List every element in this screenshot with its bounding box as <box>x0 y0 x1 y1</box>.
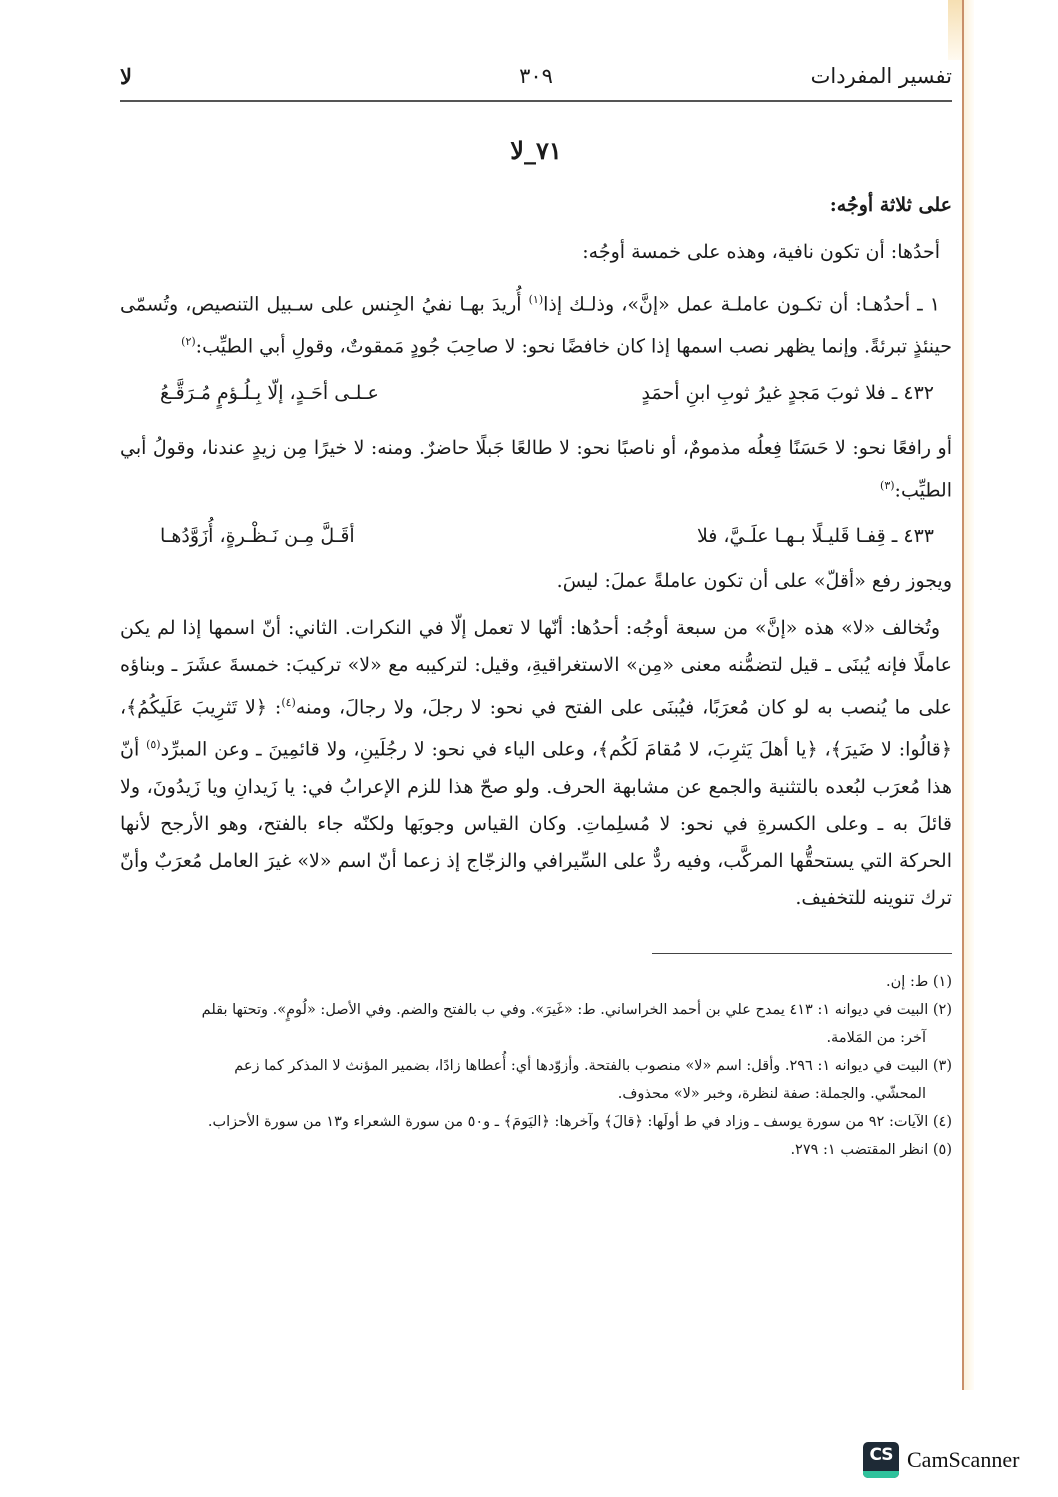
footnote-number: (٣) <box>932 1057 952 1074</box>
book-page <box>120 60 952 1164</box>
footnote-continuation: المحشّي. والجملة: صفة لنظرة، وخبر «لا» محذوف. <box>617 1085 926 1102</box>
paragraph-sense-one <box>120 281 952 366</box>
footnote-ref-2[interactable]: (٢) <box>181 335 196 349</box>
running-entry: لا <box>120 64 132 89</box>
verse-hemistich-first: ٤٣٢ ـ فلا ثوبَ مَجدٍ غيرُ ثوبِ ابنِ أحمَدٍ <box>641 381 934 404</box>
footnote-text: انظر المقتضب ١: ٢٧٩. <box>790 1141 929 1158</box>
text-segment: : ﴿لا تَثرِيبَ عَلَيكُمُ﴾، ﴿قالُوا: لا ضَيرَ﴾، ﴿يا أهلَ يَثرِبَ، لا مُقامَ لَكُم﴾، وعلى الياء في نحو: لا رجُلَينِ، ولا قائمِينَ ـ وعن المبرِّد <box>120 696 952 761</box>
page-edge-fade <box>964 0 974 1390</box>
footnote-text: البيت في ديوانه ١: ٤١٣ يمدح علي بن أحمد الخراساني. ط: «غَيرَ». وفي ب بالفتح والضم. وفي الأصل: «لُومٍ». وتحتها بقلم <box>201 1001 929 1018</box>
footnote-number: (١) <box>932 973 952 990</box>
paragraph-examples <box>120 430 952 509</box>
camscanner-brand: CamScanner <box>907 1447 1020 1472</box>
footnote-4 <box>120 1108 952 1136</box>
footnote-number: (٤) <box>932 1113 952 1130</box>
footnote-1 <box>120 968 952 996</box>
footnote-text: الآيات: ٩٢ من سورة يوسف ـ وزاد في ط أولَها: ﴿قالَ﴾ وآخرها: ﴿اليَومَ﴾ ـ و٥٠ من سورة الشعراء و١٣ من سورة الأحزاب. <box>207 1113 929 1130</box>
verse-hemistich-first: ٤٣٣ ـ قِفـا قَليـلًا بـهـا علَـيَّ، فلا <box>696 524 934 547</box>
footnote-ref-5[interactable]: (٥) <box>146 738 161 752</box>
footnote-5 <box>120 1136 952 1164</box>
camscanner-logo-icon <box>863 1442 899 1478</box>
footnote-divider <box>652 953 952 954</box>
text-segment: أنّ هذا مُعرَب لبُعده بالتثنية والجمع عن مشابهة الحرف. ولو صحّ هذا للزم الإعرابُ في: يا زَيدانِ ويا زَيدُونَ، ولا قائلَ به ـ وعلى الكسرةِ في نحو: لا مُسلِماتِ. وكان القياس وجوبَها ولكنّه جاء بالفتح، وهو الأرجح لأنها الحركة التي يستحقُّها المركَّب، وفيه ردٌّ على السِّيرافي والزجّاج إذ زعما أنّ اسم «لا» غيرَ العامل مُعرَبٌ وأنّ ترك تنوينه للتخفيف. <box>120 738 952 909</box>
verse-hemistich-second: أقَـلَّ مِـن نَـظْـرةٍ، أُزَوَّدُهـا <box>160 524 355 547</box>
verse-hemistich-second: عـلـى أحَـدٍ، إلّا بِـلُـؤمٍ مُـرَقَّـعُ <box>160 381 379 404</box>
paragraph-first-sense: أحدُها: أن تكون نافية، وهذه على خمسة أوجُه: <box>582 241 940 263</box>
footnote-continuation: آخر: من المَلامة. <box>826 1029 926 1046</box>
footnote-text: البيت في ديوانه ١: ٢٩٦. وأقل: اسم «لا» منصوب بالفتحة. وأزوّدها أي: أُعطاها زادًا، بضمير المؤنث لا المذكر كما زعم <box>234 1057 929 1074</box>
text-segment: أو رافعًا نحو: لا حَسَنًا فِعلُه مذمومٌ، أو ناصبًا نحو: لا طالعًا جَبلًا حاضرٌ. ومنه: لا خيرًا مِن زيدٍ عندنا، وقولُ أبي الطيِّب: <box>120 436 952 501</box>
paragraph-intro: على ثلاثة أوجُه: <box>829 194 952 216</box>
footnote-text: ط: إن. <box>886 973 929 990</box>
text-segment: أُريدَ بهـا نفيُ الجِنس على سـبيل التنصيص، وتُسمّى حينئذٍ تبرئةً. وإنما يظهر نصب اسمها إذا كان خافضًا نحو: لا صاحِبَ جُودٍ مَمقوتٌ، وقولِ أبي الطيِّب: <box>120 293 952 358</box>
footnote-2 <box>120 996 952 1052</box>
entry-title: ٧١_لا <box>510 136 562 165</box>
paragraph-raf: ويجوز رفع «أقلّ» على أن تكون عاملةً عملَ: ليسَ. <box>556 569 952 592</box>
camscanner-logo-text: CS <box>869 1445 893 1465</box>
text-segment: وتُخالف «لا» هذه «إنَّ» من سبعة أوجُه: أحدُها: أنّها لا تعمل إلّا في النكرات. الثاني: أنّ اسمها إذا لم يكن عاملًا فإنه يُبنَى ـ قيل لتضمُّنه معنى «مِن» الاستغراقيةِ، وقيل: لتركيبه مع «لا» تركيبَ: خمسةَ عشَرَ ـ وبناؤه على ما يُنصب به لو كان مُعرَبًا، فيُبنَى على الفتح في نحو: لا رجلَ، ولا رجالَ، ومنه <box>120 616 952 719</box>
verse-433 <box>120 519 952 563</box>
book-title: تفسير المفردات <box>810 64 952 88</box>
camscanner-logo-bar <box>863 1471 899 1478</box>
verse-432 <box>120 376 952 420</box>
page-edge-line <box>962 0 964 1390</box>
footnote-ref-1[interactable]: (١) <box>528 293 544 306</box>
running-head <box>120 60 952 102</box>
text-segment: ١ ـ أحدُهـا: أن تكـون عاملـة عمل «إنَّ»، وذلـك إذا <box>543 293 940 316</box>
footnote-number: (٥) <box>932 1141 952 1158</box>
footnote-number: (٢) <box>932 1001 952 1018</box>
page-number: ٣٠٩ <box>519 64 553 88</box>
footnote-ref-4[interactable]: (٤) <box>281 695 296 709</box>
footnote-3 <box>120 1052 952 1108</box>
paragraph-differences <box>120 610 952 917</box>
footnote-ref-3[interactable]: (٣) <box>880 478 895 492</box>
